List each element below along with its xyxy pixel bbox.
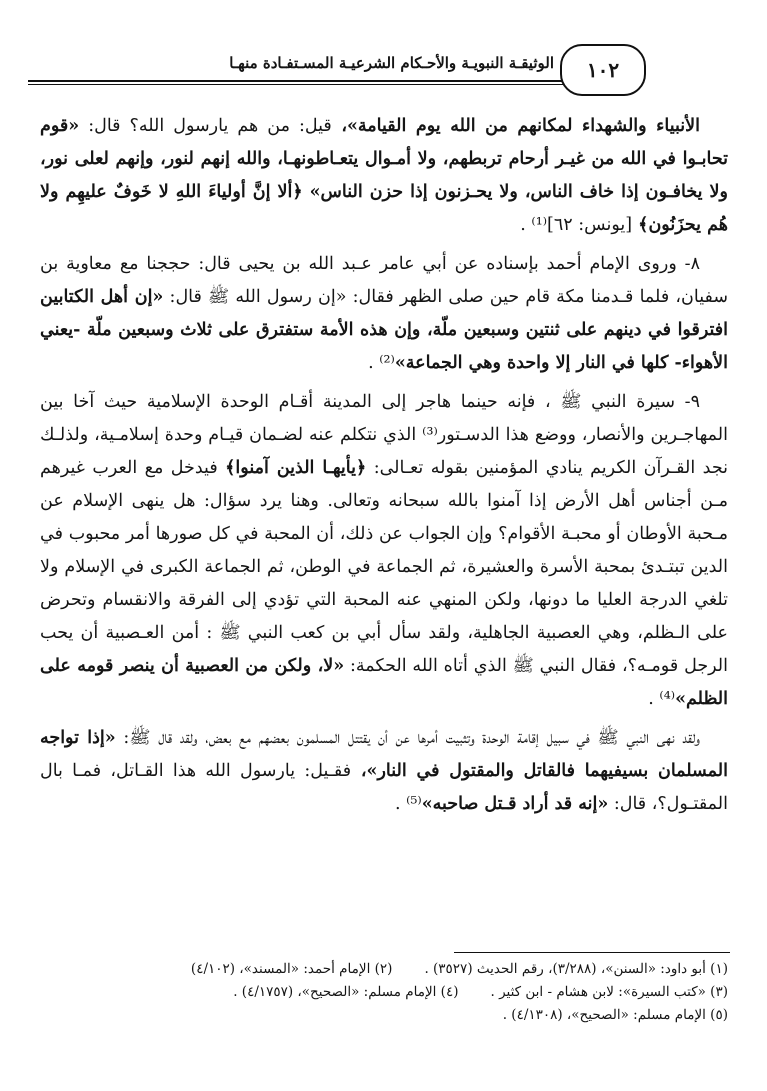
text-run: ⁽⁵⁾ . (394, 794, 422, 814)
bold-quote: الأنبياء والشهداء لمكانهم من الله يوم القيامة»، (331, 116, 700, 136)
bold-quote: «إنه قد أراد قـتل صاحبه» (421, 794, 609, 814)
text-run: [يونس: ٦٢]⁽¹⁾ . (520, 215, 633, 235)
paragraph (40, 248, 728, 380)
text-run: قيل: من هم يارسول الله؟ قال: (79, 116, 332, 136)
bold-quote: «إن أهل الكتابين افترقوا في دينهم على ثنتين وسبعين ملّة، وإن هذه الأمة ستفترق على ثلاث وسبعين ملّة -يعني الأهواء- كلها في النار إلا واحدة وهي الجماعة» (40, 287, 728, 373)
text-run: ⁽⁴⁾ . (648, 689, 676, 709)
text-run: فقـيل: يارسول الله هذا القـاتل، فمـا بال المقتـول؟، قال: (40, 761, 728, 814)
footnote-rule (454, 952, 730, 953)
bold-quote: ﴿يأيهـا الذين آمنوا﴾ (225, 458, 367, 478)
running-header-title: الوثيقـة النبويـة والأحـكام الشرعيـة المسـتفـادة منهـا (229, 54, 554, 72)
footnote: (٤) الإمام مسلم: «الصحيح»، (٤/١٧٥٧) . (233, 984, 459, 1000)
bold-quote: «إذا تواجه المسلمان بسيفيهما فالقاتل والمقتول في النار»، (40, 728, 728, 781)
paragraph (40, 722, 728, 821)
footnote: (٣) «كتب السيرة»: لابن هشام - ابن كثير . (490, 984, 728, 1000)
bold-quote: «قوم تحابـوا في الله من غيـر أرحام تربطهم، ولا أمـوال يتعـاطونهـا، والله إنهم لنور، وإنهم لعلى نور، ولا يخافـون إذا خاف الناس، ولا يحـزنون إذا حزن الناس» ﴿ألا إنَّ أولياءَ اللهِ لا خَوفٌ عليهِم ولا هُم يحزَنُون﴾ (40, 116, 728, 235)
footnote-row (40, 1004, 728, 1027)
paragraph (40, 110, 728, 242)
text-run: ⁽²⁾ . (368, 353, 395, 373)
footnote-row (40, 958, 728, 981)
text-run: فيدخل مع العرب غيرهم مـن أجناس أهل الأرض إذا آمنوا بالله سبحانه وتعالى. وهنا يرد سؤال: هل ينهى الإسلام عن مـحبة الأوطان أو محبـة الأقوام؟ وإن الجواب عن ذلك، أن المحبة في كل صورها أمر محبوب في الدين تبتـدئ بمحبة الأسرة والعشيرة، ثم الجماعة في الوطن، ثم الجماعة الكبرى في الإسلام ولا تلغي الدرجة العليا ما دونها، ولكن المنهي عنه المحبة التي تؤدي إلى الفرقة والانقسام وتحرض على الـظلم، وهي العصبية الجاهلية، ولقد سأل أبي بن كعب النبي ﷺ : أمن العـصبية أن يحب الرجل قومـه؟، فقال النبي ﷺ الذي أتاه الله الحكمة: (40, 458, 728, 676)
footnote-row (40, 981, 728, 1004)
page-number: ١٠٢ (560, 44, 646, 96)
text-run: ٩- سيرة النبي ﷺ ، فإنه حينما هاجر إلى المدينة أقـام الوحدة الإسلامية حيث آخا بين المهاجـرين والأنصار، ووضع هذا الدسـتور⁽³⁾ الذي نتكلم عنه لضـمان قيـام وحدة إسلامـية، ولذلـك نجد القـرآن الكريم ينادي المؤمنين بقوله تعـالى: (40, 392, 728, 478)
running-header (28, 44, 728, 100)
header-rule (28, 80, 563, 82)
header-rule-thin (28, 84, 563, 85)
footnote: (١) أبو داود: «السنن»، (٣/٢٨٨)، رقم الحديث (٣٥٢٧) . (424, 961, 728, 977)
text-run: ولقد نهى النبي ﷺ في سبيل إقامة الوحدة وتثبيت أمرها عن أن يقتتل المسلمون بعضهم مع بعض، ولقد قال ﷺ: (115, 728, 700, 748)
footnote: (٥) الإمام مسلم: «الصحيح»، (٤/١٣٠٨) . (502, 1007, 728, 1023)
footnotes (40, 958, 728, 1027)
text-run: ٨- وروى الإمام أحمد بإسناده عن أبي عامر عـبد الله بن يحيى قال: حججنا مع معاوية بن سفيان، فلما قـدمنا مكة قام حين صلى الظهر فقال: «إن رسول الله ﷺ قال: (40, 254, 729, 307)
paragraph (40, 386, 728, 716)
bold-quote: «لا، ولكن من العصبية أن ينصر قومه على الظلم» (40, 656, 728, 709)
body-text (40, 110, 728, 827)
footnote: (٢) الإمام أحمد: «المسند»، (٤/١٠٢) (190, 961, 393, 977)
